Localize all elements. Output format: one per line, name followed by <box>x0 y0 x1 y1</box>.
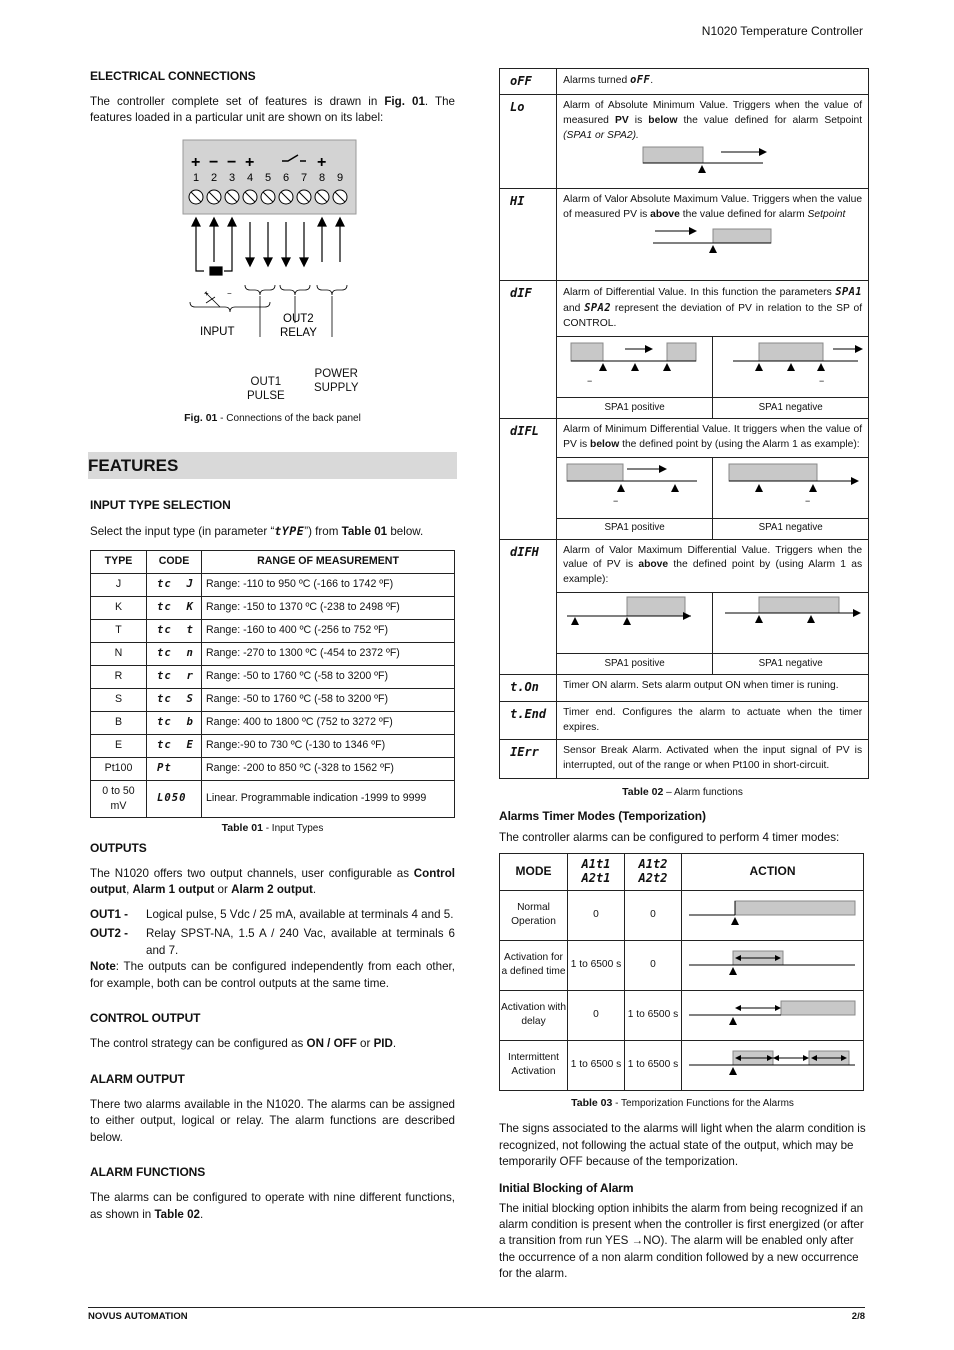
code-cell: Pt <box>147 757 202 780</box>
input-type-row <box>91 619 455 642</box>
t1-value: 1 to 6500 s <box>568 1040 625 1090</box>
signs-text: The signs associated to the alarms will light when the alarm condition is recognized, not following the actual state of the output, which may be temporarily OFF because of the temporization. <box>499 1122 866 1169</box>
alarm-row-tend <box>500 701 869 740</box>
normal-action-diagram <box>682 890 864 940</box>
footer-company: NOVUS AUTOMATION <box>88 1311 188 1322</box>
terminal-number: 7 <box>301 171 308 184</box>
alarm-code: Lo <box>500 95 557 189</box>
terminal-polarity: − <box>227 153 237 171</box>
code-cell: L050 <box>147 780 202 817</box>
terminal-polarity: + <box>317 153 327 171</box>
page-footer <box>88 1307 865 1323</box>
input-type-row <box>91 596 455 619</box>
svg-text:−: − <box>587 375 593 386</box>
alarm-row-hi <box>500 189 869 281</box>
alarm-desc: Alarms turned oFF. <box>557 69 869 95</box>
input-label: INPUT <box>200 325 235 337</box>
dif-negative-diagram <box>713 336 869 397</box>
electrical-connections-heading: ELECTRICAL CONNECTIONS <box>90 69 256 83</box>
control-output-text: The control strategy can be configured as ON / OFF or PID. <box>90 1037 397 1051</box>
t1-value: 1 to 6500 s <box>568 940 625 990</box>
right-column <box>499 68 866 1289</box>
code-cell: tc S <box>147 688 202 711</box>
range-cell: Range: -200 to 850 ºC (-328 to 1562 ºF) <box>202 757 455 780</box>
difh-positive-diagram <box>557 593 713 654</box>
timer-modes-text: The controller alarms can be configured to perform 4 timer modes: <box>499 830 840 844</box>
type-cell: Pt100 <box>91 757 147 780</box>
terminal-polarity: + <box>191 153 201 171</box>
hi-diagram <box>563 223 853 257</box>
difl-negative-diagram <box>713 457 869 518</box>
input-type-row <box>91 665 455 688</box>
alarm-desc: Alarm of Differential Value. In this function the parameters SPA1 and SPA2 represent the deviation of PV in relation to the SP of CONTROL. <box>557 281 869 337</box>
terminal-polarity: + <box>245 153 255 171</box>
lo-diagram <box>563 144 853 178</box>
mode-row <box>500 940 864 990</box>
type-cell: B <box>91 711 147 734</box>
alarm-code: oFF <box>500 69 557 95</box>
svg-text:−: − <box>805 495 811 506</box>
terminal-polarity: − <box>209 153 219 171</box>
mode-name: Activation for a defined time <box>500 940 568 990</box>
page-header-title: N1020 Temperature Controller <box>701 24 863 38</box>
alarm-code: dIF <box>500 281 557 419</box>
type-cell: S <box>91 688 147 711</box>
range-cell: Range: -160 to 400 ºC (-256 to 752 ºF) <box>202 619 455 642</box>
range-cell: Range:-90 to 730 ºC (-130 to 1346 ºF) <box>202 734 455 757</box>
type-cell: K <box>91 596 147 619</box>
temporization-table <box>499 853 864 1091</box>
svg-text:−: − <box>613 495 619 506</box>
t2-value: 1 to 6500 s <box>625 990 682 1040</box>
mode-row <box>500 1040 864 1090</box>
difh-negative-diagram <box>713 593 869 654</box>
terminal-number: 3 <box>229 171 236 184</box>
code-cell: tc r <box>147 665 202 688</box>
spa1-negative-label: SPA1 negative <box>713 518 869 539</box>
terminal-number: 9 <box>337 171 344 184</box>
range-cell: Range: -50 to 1760 ºC (-58 to 3200 ºF) <box>202 665 455 688</box>
alarm-functions-heading: ALARM FUNCTIONS <box>90 1165 206 1180</box>
defined-time-action-diagram <box>682 940 864 990</box>
input-type-row <box>91 734 455 757</box>
initial-blocking-heading: Initial Blocking of Alarm <box>499 1180 634 1195</box>
terminal-number: 5 <box>265 171 272 184</box>
svg-text:−: − <box>819 375 825 386</box>
mode-row <box>500 990 864 1040</box>
mode-name: Activation with delay <box>500 990 568 1040</box>
alarm-row-ton <box>500 675 869 701</box>
col-mode: MODE <box>500 853 568 890</box>
code-cell: tc n <box>147 642 202 665</box>
alarm-desc: Sensor Break Alarm. Activated when the input signal of PV is interrupted, out of the range or when Pt100 in short-circuit. <box>557 740 869 779</box>
features-heading: FEATURES <box>88 452 457 479</box>
t2-value: 1 to 6500 s <box>625 1040 682 1090</box>
spa1-positive-label: SPA1 positive <box>557 654 713 675</box>
mode-name: Normal Operation <box>500 890 568 940</box>
t1-value: 0 <box>568 990 625 1040</box>
svg-text:−: − <box>227 288 232 298</box>
alarm-desc: Alarm of Valor Absolute Maximum Value. Triggers when the value of measured PV is above the value defined for alarm Setpoint <box>557 189 869 281</box>
input-type-text: Select the input type (in parameter “tYPE”) from Table 01 below. <box>90 524 424 539</box>
type-cell: R <box>91 665 147 688</box>
range-cell: Range: 400 to 1800 ºC (752 to 3272 ºF) <box>202 711 455 734</box>
alarm-row-difh <box>500 539 869 593</box>
terminal-number: 1 <box>193 171 200 184</box>
t2-value: 0 <box>625 890 682 940</box>
delay-action-diagram <box>682 990 864 1040</box>
relay-label: RELAY <box>280 326 317 337</box>
spa1-positive-label: SPA1 positive <box>557 397 713 418</box>
table02-caption: Table 02 – Alarm functions <box>622 786 743 799</box>
alarm-functions-table <box>499 68 869 779</box>
intermittent-action-diagram <box>682 1040 864 1090</box>
left-column <box>90 68 455 1229</box>
range-cell: Range: -270 to 1300 ºC (-454 to 2372 ºF) <box>202 642 455 665</box>
code-cell: tc K <box>147 596 202 619</box>
input-type-row <box>91 711 455 734</box>
fig01-caption: Fig. 01 - Connections of the back panel <box>184 411 361 424</box>
terminal-number: 2 <box>211 171 218 184</box>
spa1-positive-label: SPA1 positive <box>557 518 713 539</box>
code-cell: tc J <box>147 573 202 596</box>
electrical-connections-text: The controller complete set of features is drawn in Fig. 01. The features loaded in a particular unit are shown on its label: <box>90 95 455 125</box>
type-cell: J <box>91 573 147 596</box>
terminal-number: 4 <box>247 171 254 184</box>
alarm-desc: Timer end. Configures the alarm to actuate when the timer expires. <box>557 701 869 740</box>
alarm-code: dIFH <box>500 539 557 675</box>
col-type: TYPE <box>91 550 147 573</box>
code-cell: tc E <box>147 734 202 757</box>
table03-caption: Table 03 - Temporization Functions for the Alarms <box>571 1096 794 1109</box>
outputs-note: Note: The outputs can be configured independently from each other, for example, both can be control outputs at the same time. <box>90 960 455 990</box>
mode-row <box>500 890 864 940</box>
alarm-code: IErr <box>500 740 557 779</box>
out2-description: OUT2 - Relay SPST-NA, 1.5 A / 240 Vac, available at terminals 6 and 7. <box>90 927 455 957</box>
alarm-row-difl <box>500 418 869 457</box>
out2-label: OUT2 <box>283 312 314 325</box>
input-type-row <box>91 573 455 596</box>
outputs-text: The N1020 offers two output channels, user configurable as Control output, Alarm 1 output or Alarm 2 output. <box>90 867 455 897</box>
t1-value: 0 <box>568 890 625 940</box>
alarm-code: dIFL <box>500 418 557 539</box>
input-type-row <box>91 780 455 817</box>
back-panel-diagram <box>90 137 455 337</box>
outputs-heading: OUTPUTS <box>90 840 147 855</box>
footer-page-number: 2/8 <box>851 1311 865 1322</box>
alarm-code: t.End <box>500 701 557 740</box>
alarm-row-dif <box>500 281 869 337</box>
type-cell: N <box>91 642 147 665</box>
alarm-output-heading: ALARM OUTPUT <box>90 1071 185 1086</box>
alarm-functions-text: The alarms can be configured to operate with nine different functions, as shown in Table 02. <box>90 1191 455 1221</box>
out1-description: OUT1 - Logical pulse, 5 Vdc / 25 mA, available at terminals 4 and 5. <box>90 907 454 921</box>
input-type-row <box>91 757 455 780</box>
input-type-row <box>91 642 455 665</box>
range-cell: Range: -150 to 1370 ºC (-238 to 2498 ºF) <box>202 596 455 619</box>
timer-modes-heading: Alarms Timer Modes (Temporization) <box>499 809 706 824</box>
input-types-table <box>90 550 455 818</box>
range-cell: Range: -50 to 1760 ºC (-58 to 3200 ºF) <box>202 688 455 711</box>
table01-caption: Table 01 - Input Types <box>221 821 324 834</box>
code-cell: tc b <box>147 711 202 734</box>
control-output-heading: CONTROL OUTPUT <box>90 1011 201 1026</box>
back-panel-figure <box>90 137 455 403</box>
col-a1t1: A1t1 A2t1 <box>568 853 625 890</box>
col-code: CODE <box>147 550 202 573</box>
alarm-desc: Alarm of Valor Maximum Differential Value. Triggers when the value of PV is above the defined point by (using Alarm 1 as example): <box>557 539 869 593</box>
power-supply-label: POWER SUPPLY <box>314 367 359 395</box>
spa1-negative-label: SPA1 negative <box>713 654 869 675</box>
col-range: RANGE OF MEASUREMENT <box>202 550 455 573</box>
alarm-row-off <box>500 69 869 95</box>
alarm-output-text: There two alarms available in the N1020. The alarms can be assigned to either output, logical or relay. The alarm functions are described below. <box>90 1097 455 1144</box>
code-cell: tc t <box>147 619 202 642</box>
col-a1t2: A1t2 A2t2 <box>625 853 682 890</box>
mode-name: Intermittent Activation <box>500 1040 568 1090</box>
input-type-heading: INPUT TYPE SELECTION <box>90 498 231 513</box>
input-type-row <box>91 688 455 711</box>
difl-positive-diagram <box>557 457 713 518</box>
alarm-row-lo <box>500 95 869 189</box>
dif-positive-diagram <box>557 336 713 397</box>
t2-value: 0 <box>625 940 682 990</box>
type-cell: T <box>91 619 147 642</box>
out1-pulse-label: OUT1 PULSE <box>247 375 285 403</box>
alarm-desc: Alarm of Minimum Differential Value. It triggers when the value of PV is below the defined point by (using the Alarm 1 as example): <box>557 418 869 457</box>
alarm-desc: Timer ON alarm. Sets alarm output ON when timer is runing. <box>557 675 869 701</box>
type-cell: E <box>91 734 147 757</box>
initial-blocking-text: The initial blocking option inhibits the alarm from being recognized if an alarm condition is present when the controller is first energized (or after a transition from run YES →NO). The alarm will be enabled only after the occurrence of a non alarm condition followed by a new occurrence for the alarm. <box>499 1201 864 1281</box>
alarm-code: t.On <box>500 675 557 701</box>
svg-text:+: + <box>204 288 209 298</box>
terminal-number: 8 <box>319 171 326 184</box>
range-cell: Linear. Programmable indication -1999 to 9999 <box>202 780 455 817</box>
terminal-number: 6 <box>283 171 290 184</box>
alarm-row-ierr <box>500 740 869 779</box>
col-action: ACTION <box>682 853 864 890</box>
alarm-desc: Alarm of Absolute Minimum Value. Triggers when the value of measured PV is below the value defined for alarm Setpoint (SPA1 or SPA2). <box>557 95 869 189</box>
spa1-negative-label: SPA1 negative <box>713 397 869 418</box>
range-cell: Range: -110 to 950 ºC (-166 to 1742 ºF) <box>202 573 455 596</box>
type-cell: 0 to 50 mV <box>91 780 147 817</box>
alarm-code: HI <box>500 189 557 281</box>
